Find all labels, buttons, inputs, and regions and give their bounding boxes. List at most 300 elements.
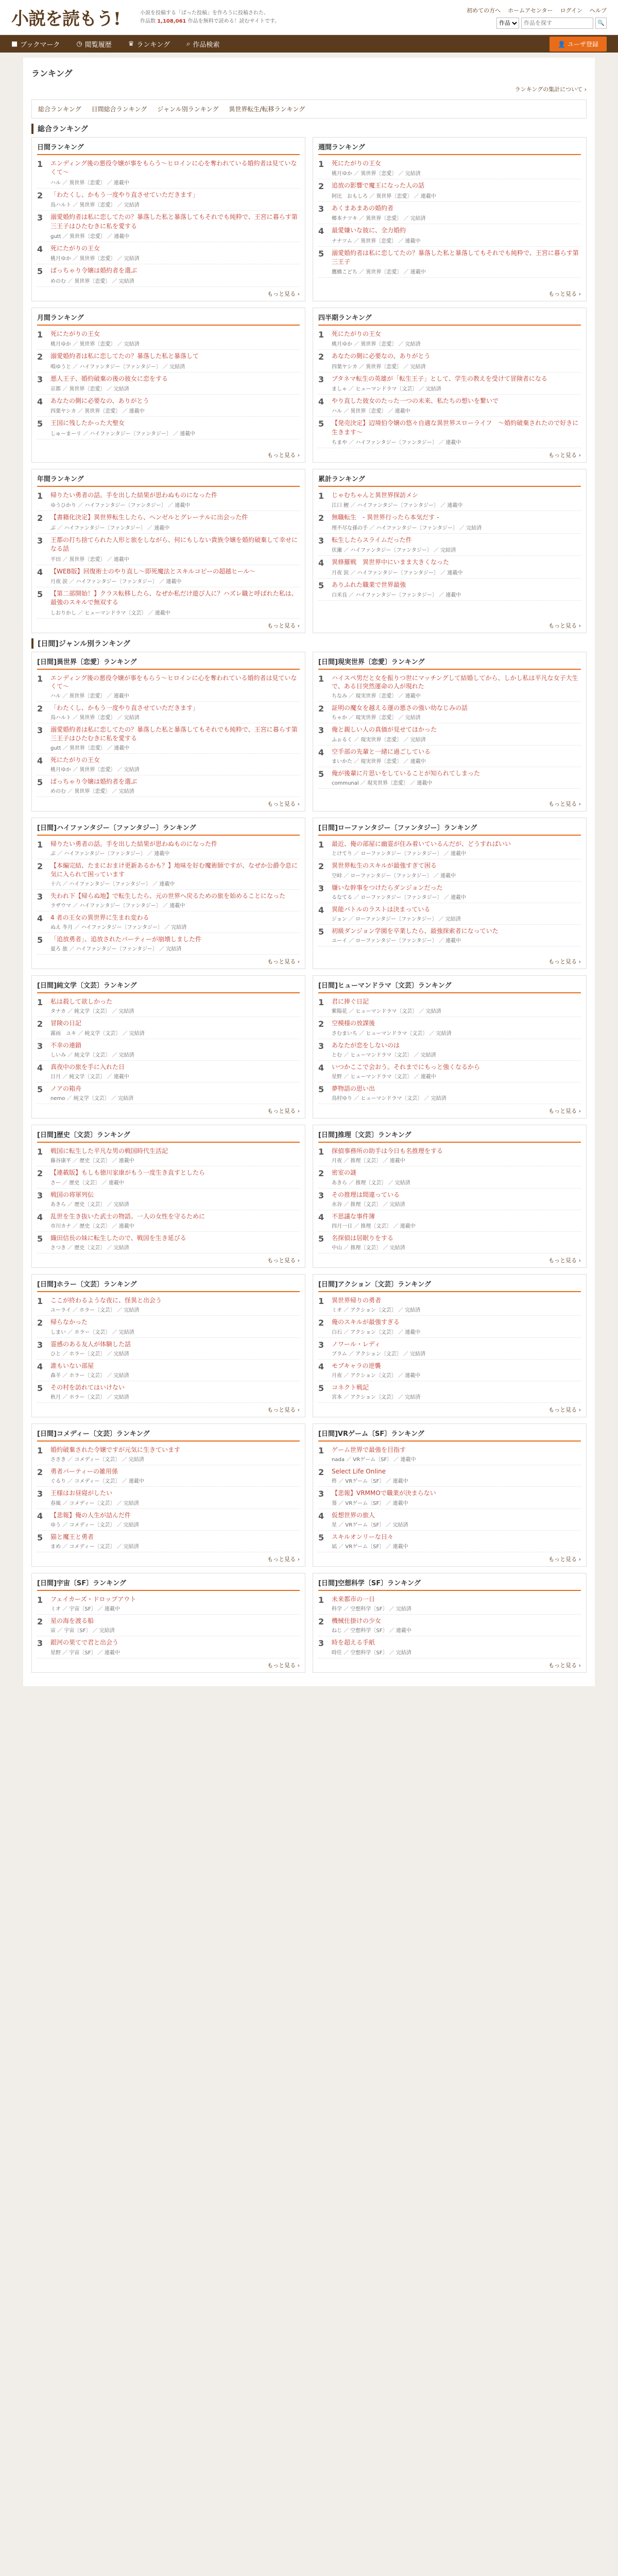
- novel-title-link[interactable]: 【本編完結、たまにおまけ更新あるかも？】地味を好む魔術師ですが、なぜか公爵令息に気に入られて困っています: [50, 862, 298, 878]
- novel-title-link[interactable]: ありふれた職業で世界最強: [332, 581, 406, 588]
- novel-meta: 江口 鯉 ／ ハイファンタジー〔ファンタジー〕 ／ 連載中: [332, 503, 463, 509]
- novel-meta: さつき ／ 歴史〔文芸〕 ／ 完結済: [50, 1245, 129, 1251]
- ranking-item: [37, 350, 300, 372]
- more-link[interactable]: もっと見る ›: [267, 958, 300, 965]
- novel-title-link[interactable]: 不幸の連鎖: [50, 1041, 82, 1049]
- novel-title-link[interactable]: 「追放勇者」、追放されたパーティーが崩壊しました件: [50, 936, 202, 943]
- about-ranking-link[interactable]: [31, 85, 587, 93]
- nav-bookmark[interactable]: [11, 39, 60, 49]
- novel-title-link[interactable]: 密室の謎: [332, 1169, 357, 1177]
- novel-title-link[interactable]: 霊感のある友人が体験した話: [50, 1340, 131, 1348]
- ranking-item-body: [332, 840, 581, 857]
- novel-title-link[interactable]: 死にたがりの王女: [50, 330, 100, 337]
- section-title: 総合ランキング: [31, 124, 587, 134]
- novel-meta: 藤谷康平 ／ 歴史〔文芸〕 ／ 連載中: [50, 1158, 134, 1164]
- ranking-item-body: [50, 674, 300, 699]
- novel-title-link[interactable]: 死にたがりの王女: [50, 756, 100, 764]
- novel-meta: しいみ ／ 純文学〔文芸〕 ／ 完結済: [50, 1052, 134, 1058]
- ranking-item-body: [332, 352, 581, 369]
- novel-title-link[interactable]: 【第二部開始！】クラス転移したら、なぜか私だけ遊び人に？ハズレ職と呼ばれた私は、最強のスキルで無双する: [50, 590, 298, 606]
- ranking-box: [313, 1573, 587, 1673]
- novel-title-link[interactable]: その推理は間違っている: [332, 1191, 400, 1198]
- novel-title-link[interactable]: 最近、俺の部屋に幽霊が住み着いているんだが、どうすればいい: [332, 840, 511, 848]
- novel-title-link[interactable]: あなたの側に必要なの、ありがとう: [332, 352, 431, 360]
- rank-number: 3: [318, 1638, 324, 1649]
- ranking-item-body: [50, 1147, 300, 1164]
- rank-number: 2: [37, 1617, 43, 1627]
- ranking-item-body: [332, 1340, 581, 1357]
- rank-number: 1: [37, 1446, 43, 1456]
- ranking-box: [31, 1125, 305, 1268]
- ranking-item: [318, 903, 581, 925]
- ranking-item: [318, 350, 581, 372]
- ranking-item-body: [332, 884, 581, 901]
- rank-number: 5: [37, 266, 43, 277]
- novel-meta: るなてる ／ ローファンタジー〔ファンタジー〕 ／ 連載中: [332, 894, 467, 901]
- novel-meta: ラザウマ ／ ハイファンタジー〔ファンタジー〕 ／ 連載中: [50, 903, 185, 909]
- novel-meta: まいかた ／ 現実世界〔恋愛〕 ／ 連載中: [332, 758, 426, 765]
- header-link-guide[interactable]: 初めての方へ: [467, 7, 501, 14]
- novel-title-link[interactable]: 冒険の日記: [50, 1020, 82, 1027]
- novel-title-link[interactable]: 悪人王子、婚約破棄の後の彼女に恋をする: [50, 375, 168, 382]
- more-link[interactable]: もっと見る ›: [548, 1406, 581, 1414]
- novel-title-link[interactable]: 死にたがりの王女: [332, 330, 382, 337]
- novel-title-link[interactable]: 無職転生 - 異世界行ったら本気だす -: [332, 514, 439, 521]
- rank-number: 3: [37, 1041, 43, 1051]
- novel-title-link[interactable]: スキルオンリーな日々: [332, 1533, 393, 1540]
- novel-title-link[interactable]: ハイスペ男だと女を振りつ世にマッチングして結婚してから、しかし私は平凡な女子大生で、ある日突然運命の人が現れた: [332, 674, 578, 690]
- novel-title-link[interactable]: 乱世を生き抜いた武士の物語。一人の女性を守るために: [50, 1212, 205, 1220]
- ranking-item-body: [332, 927, 581, 944]
- rank-number: 1: [37, 329, 43, 340]
- ranking-item: [37, 1189, 300, 1210]
- novel-meta: 桃月ゆか ／ 異世界〔恋愛〕 ／ 完結済: [332, 171, 421, 177]
- rank-number: 1: [37, 840, 43, 850]
- ranking-item-body: [50, 567, 300, 585]
- rank-number: 3: [318, 535, 324, 546]
- rank-number: 5: [37, 1084, 43, 1094]
- ranking-item: [318, 745, 581, 767]
- novel-meta: ユーライ ／ ホラー〔文芸〕 ／ 完結済: [50, 1308, 140, 1314]
- novel-title-link[interactable]: 嫌いな幹事をつけたらダンジョンだった: [332, 884, 443, 891]
- rank-number: 1: [37, 491, 43, 501]
- more-link[interactable]: もっと見る ›: [548, 290, 581, 297]
- novel-title-link[interactable]: 帰らなかった: [50, 1318, 88, 1326]
- rank-number: 4: [37, 1511, 43, 1521]
- novel-title-link[interactable]: その村を訪れてはいけない: [50, 1383, 125, 1391]
- ranking-sections: [31, 124, 587, 1673]
- novel-title-link[interactable]: 追放の影響で魔王になった人の話: [332, 182, 425, 190]
- ranking-item-body: [50, 397, 300, 414]
- main-content: [23, 58, 595, 1686]
- novel-meta: 市川カナ ／ 歴史〔文芸〕 ／ 連載中: [50, 1223, 134, 1229]
- ranking-item-body: [50, 191, 300, 208]
- novel-title-link[interactable]: 空模様の放課後: [332, 1020, 375, 1027]
- novel-meta: 宮本 ／ アクション〔文芸〕 ／ 完結済: [332, 1395, 421, 1401]
- novel-title-link[interactable]: 真夜中の旅を手に入れた日: [50, 1063, 125, 1071]
- ranking-item-body: [50, 352, 300, 369]
- ranking-box: [31, 137, 305, 301]
- novel-meta: 星野 ／ ヒューマンドラマ〔文芸〕 ／ 連載中: [332, 1074, 436, 1080]
- novel-title-link[interactable]: 名探偵は居眠りをする: [332, 1234, 394, 1242]
- search-type-select[interactable]: [496, 18, 519, 29]
- ranking-item: [318, 579, 581, 601]
- rank-number: 5: [37, 589, 43, 600]
- ranking-item-body: [50, 1019, 300, 1036]
- ranking-item-body: [50, 1084, 300, 1101]
- novel-title-link[interactable]: 戦国の将軍列伝: [50, 1191, 94, 1198]
- novel-title-link[interactable]: 時を超える手紙: [332, 1639, 375, 1647]
- user-register-button[interactable]: [550, 37, 607, 52]
- novel-meta: ハル ／ 異世界〔恋愛〕 ／ 連載中: [50, 180, 129, 186]
- novel-title-link[interactable]: モブキャラの逆襲: [332, 1362, 381, 1369]
- ranking-item: [318, 1210, 581, 1232]
- rank-number: 3: [318, 883, 324, 893]
- ranking-item: [318, 1360, 581, 1381]
- ranking-box-title: 四半期ランキング: [318, 312, 581, 326]
- novel-meta: 紫陽花 ／ ヒューマンドラマ〔文芸〕 ／ 完結済: [332, 1009, 441, 1015]
- novel-title-link[interactable]: ここが終わるような夜に、怪異と出会う: [50, 1297, 162, 1304]
- novel-title-link[interactable]: 転生したらスライムだった件: [332, 536, 412, 544]
- novel-title-link[interactable]: 【発売決定】辺境伯令嬢の悠々自適な異世界スローライフ ～婚約破棄されたので好きに生きます～: [332, 419, 579, 436]
- ranking-item: [37, 189, 300, 211]
- ranking-item-body: [50, 1296, 300, 1313]
- ranking-box: [313, 1125, 587, 1268]
- ranking-item-body: [332, 1467, 581, 1484]
- ranking-item-body: [332, 330, 581, 347]
- rank-number: 2: [318, 352, 324, 362]
- rank-number: 1: [37, 673, 43, 684]
- novel-title-link[interactable]: 【書籍化決定】異世界転生したら、ヘンゼルとグレーテルに出会った件: [50, 514, 248, 521]
- nav-history-label: 閲覧履歴: [84, 41, 112, 49]
- novel-meta: 星野 ／ 宇宙〔SF〕 ／ 連載中: [50, 1650, 120, 1656]
- more-link[interactable]: もっと見る ›: [548, 801, 581, 808]
- ranking-item-body: [50, 704, 300, 721]
- novel-title-link[interactable]: 最愛嫌いな彼に、全力婚約: [332, 227, 406, 234]
- ranking-item: [318, 247, 581, 278]
- rank-number: 3: [37, 725, 43, 736]
- ranking-item: [318, 859, 581, 881]
- header-link-home[interactable]: ホームアセンター: [508, 7, 553, 14]
- novel-title-link[interactable]: 猫と魔王と勇者: [50, 1533, 94, 1540]
- novel-meta: ユーイ ／ ローファンタジー〔ファンタジー〕 ／ 連載中: [332, 938, 461, 944]
- novel-meta: とむ ／ ヒューマンドラマ〔文芸〕 ／ 完結済: [332, 1052, 436, 1058]
- search-input[interactable]: [521, 18, 593, 29]
- header-link-login[interactable]: ログイン: [560, 7, 582, 14]
- more-link[interactable]: もっと見る ›: [267, 1406, 300, 1414]
- ranking-item-body: [332, 536, 581, 553]
- novel-title-link[interactable]: 機械仕掛けの少女: [332, 1617, 382, 1625]
- novel-title-link[interactable]: 帰りたい勇者の話。手を出した結果が思わぬものになった件: [50, 492, 218, 499]
- novel-title-link[interactable]: エンディング後の悪役令嬢が事をもらう～ヒロインに心を奪われている婚約者は見ていなくて～: [50, 160, 297, 176]
- nav-search[interactable]: [186, 39, 219, 49]
- novel-title-link[interactable]: 婚約破棄された令嬢ですが元気に生きています: [50, 1446, 181, 1454]
- rank-number: 1: [318, 1595, 324, 1605]
- more-link[interactable]: もっと見る ›: [548, 1556, 581, 1563]
- ranking-item: [37, 534, 300, 565]
- subnav-overall[interactable]: 総合ランキング: [38, 106, 81, 113]
- novel-title-link[interactable]: 探偵事務所の助手は今日も名推理をする: [332, 1147, 443, 1155]
- novel-title-link[interactable]: 戦国に転生した平凡な男の戦国時代生活記: [50, 1147, 168, 1155]
- ranking-item-body: [50, 375, 300, 392]
- novel-title-link[interactable]: 俺が後輩に片思いをしていることが知られてしまった: [332, 769, 480, 777]
- ranking-item: [318, 1531, 581, 1552]
- novel-meta: しまい ／ ホラー〔文芸〕 ／ 完結済: [50, 1329, 134, 1335]
- novel-title-link[interactable]: 王国に残したかった大聖女: [50, 419, 125, 427]
- nav-history[interactable]: [76, 39, 111, 49]
- novel-meta: communal ／ 現実世界〔恋愛〕 ／ 連載中: [332, 780, 433, 786]
- novel-title-link[interactable]: 星の海を渡る船: [50, 1617, 94, 1625]
- ranking-item: [37, 672, 300, 702]
- novel-title-link[interactable]: あなたの側に必要なの、ありがとう: [50, 397, 149, 404]
- ranking-item: [318, 995, 581, 1017]
- ranking-item: [37, 702, 300, 723]
- novel-meta: 霧雨 ユキ ／ 純文学〔文芸〕 ／ 完結済: [50, 1030, 145, 1037]
- bookmark-icon: ■: [11, 40, 18, 48]
- novel-meta: ハル ／ 異世界〔恋愛〕 ／ 連載中: [332, 409, 410, 415]
- subnav-daily-overall[interactable]: 日間総合ランキング: [91, 106, 147, 113]
- novel-title-link[interactable]: 溺愛婚約者は私に恋してたの？暴落した私と暴落してもそれでも純粋で、王宮に暮らす第三王子はひたむきに私を愛する: [50, 726, 298, 742]
- novel-title-link[interactable]: あなたが恋をしないのは: [332, 1041, 400, 1049]
- novel-title-link[interactable]: 俺のスキルが最強すぎる: [332, 1318, 400, 1326]
- more-link[interactable]: もっと見る ›: [548, 622, 581, 629]
- ranking-item-body: [50, 1489, 300, 1506]
- novel-title-link[interactable]: ぱっちゃり令嬢は婚約者を選ぶ: [50, 777, 138, 785]
- novel-title-link[interactable]: 誰もいない部屋: [50, 1362, 94, 1369]
- ranking-item-body: [50, 589, 300, 616]
- subnav-genre[interactable]: ジャンル別ランキング: [157, 106, 219, 113]
- novel-title-link[interactable]: 異世界転生のスキルが最強すぎて困る: [332, 862, 437, 870]
- rank-number: 1: [37, 1595, 43, 1605]
- ranking-item-body: [332, 725, 581, 742]
- rank-number: 2: [318, 513, 324, 523]
- ranking-item-body: [50, 840, 300, 857]
- novel-title-link[interactable]: いつかここで会おう。それまでにもっと強くなるから: [332, 1063, 480, 1071]
- novel-meta: ちまや ／ ハイファンタジー〔ファンタジー〕 ／ 連載中: [332, 440, 461, 446]
- rank-number: 4: [37, 913, 43, 923]
- novel-title-link[interactable]: 【WEB版】回復術士のやり直し～即死魔法とスキルコピーの超越ヒール～: [50, 567, 256, 575]
- tagline-suffix: 作品を無料で読める！読むサイトです。: [187, 18, 280, 24]
- more-link[interactable]: もっと見る ›: [267, 1108, 300, 1115]
- ranking-box-title: 週間ランキング: [318, 142, 581, 155]
- novel-meta: ブラム ／ アクション〔文芸〕 ／ 完結済: [332, 1351, 426, 1357]
- ranking-item: [37, 242, 300, 264]
- novel-title-link[interactable]: ノワール・レディ: [332, 1340, 381, 1348]
- more-link[interactable]: もっと見る ›: [267, 290, 300, 297]
- rank-number: 2: [318, 704, 324, 714]
- novel-title-link[interactable]: やり直した彼女のたった一つの未来、私たちの想いを繋いで: [332, 397, 499, 404]
- more-link[interactable]: もっと見る ›: [267, 801, 300, 808]
- rank-number: 2: [37, 704, 43, 714]
- novel-title-link[interactable]: 死にたがりの王女: [332, 160, 382, 167]
- ranking-item-body: [332, 1533, 581, 1550]
- novel-title-link[interactable]: 証明の魔女を越える運の悪さの強い幼なじみの話: [332, 704, 468, 712]
- ranking-item-body: [332, 513, 581, 531]
- novel-title-link[interactable]: 王都の打ち捨てられた人形と旅をしながら、何にもしない貴族令嬢を婚約破棄して幸せになる話: [50, 536, 298, 553]
- novel-title-link[interactable]: 「わたくし、かもう一度やり直させていただきます」: [50, 191, 199, 198]
- site-logo[interactable]: 小説を読もう!: [11, 9, 121, 29]
- more-link[interactable]: もっと見る ›: [548, 1108, 581, 1115]
- novel-title-link[interactable]: 仮想世界の旅人: [332, 1511, 375, 1519]
- ranking-item: [37, 775, 300, 797]
- novel-title-link[interactable]: 王様はお昼寝がしたい: [50, 1489, 113, 1497]
- ranking-item: [37, 1061, 300, 1082]
- novel-title-link[interactable]: ぱっちゃり令嬢は婚約者を選ぶ: [50, 267, 138, 275]
- ranking-box-title: [日間]コメディー〔文芸〕ランキング: [37, 1428, 300, 1442]
- ranking-item: [37, 1487, 300, 1509]
- rank-number: 1: [37, 997, 43, 1008]
- novel-meta: 桃月ゆか ／ 異世界〔恋愛〕 ／ 完結済: [332, 342, 421, 348]
- rank-number: 4: [318, 1361, 324, 1371]
- site-tagline: [140, 9, 377, 26]
- ranking-item-body: [50, 725, 300, 751]
- ranking-item-body: [332, 1511, 581, 1528]
- novel-title-link[interactable]: コネクト戦記: [332, 1383, 369, 1391]
- ranking-item-body: [332, 674, 581, 699]
- rank-number: 2: [318, 1318, 324, 1328]
- ranking-item: [318, 1316, 581, 1337]
- ranking-item-body: [50, 913, 300, 930]
- novel-meta: ねじ ／ 空想科学〔SF〕 ／ 連載中: [332, 1628, 411, 1634]
- more-link[interactable]: もっと見る ›: [548, 958, 581, 965]
- ranking-item: [318, 534, 581, 556]
- novel-title-link[interactable]: 私は殺して欲しかった: [50, 998, 113, 1006]
- subnav-isekai[interactable]: 異世界転生/転移ランキング: [229, 106, 305, 113]
- more-link[interactable]: もっと見る ›: [548, 452, 581, 459]
- ranking-box-title: [日間]宇宙〔SF〕ランキング: [37, 1578, 300, 1591]
- novel-title-link[interactable]: 溺愛婚約者は私に恋してたの？暴落した私と暴落して: [50, 352, 199, 360]
- ranking-item: [37, 1509, 300, 1531]
- novel-meta: 時任 ／ 空想科学〔SF〕 ／ 完結済: [332, 1650, 411, 1656]
- novel-meta: 月夜 涙 ／ ハイファンタジー〔ファンタジー〕 ／ 連載中: [50, 579, 182, 585]
- ranking-item: [37, 1316, 300, 1337]
- novel-title-link[interactable]: 【悲報】VRMMOで職業が決まらない: [332, 1489, 436, 1497]
- novel-title-link[interactable]: 異修羅戦 異世界中にいまま大きくなった: [332, 558, 450, 566]
- rank-number: 5: [318, 580, 324, 590]
- novel-meta: 鳥ハルト ／ 異世界〔恋愛〕 ／ 完結済: [50, 715, 140, 721]
- ranking-item: [37, 933, 300, 955]
- rank-number: 5: [37, 1532, 43, 1543]
- more-link[interactable]: もっと見る ›: [548, 1662, 581, 1669]
- nav-ranking[interactable]: [128, 39, 170, 49]
- novel-title-link[interactable]: Select Life Online: [332, 1468, 386, 1476]
- ranking-item-body: [50, 861, 300, 887]
- ranking-item-body: [50, 1340, 300, 1357]
- more-link[interactable]: もっと見る ›: [267, 1662, 300, 1669]
- rank-number: 3: [37, 374, 43, 384]
- rank-number: 2: [37, 1467, 43, 1478]
- novel-title-link[interactable]: ゲーム世界で最強を目指す: [332, 1446, 406, 1454]
- novel-title-link[interactable]: 夢物語の思い出: [332, 1085, 375, 1092]
- ranking-item-body: [50, 1041, 300, 1058]
- rank-number: 3: [318, 204, 324, 214]
- novel-title-link[interactable]: 【連載版】もしも徳川家康がもう一度生き直すとしたら: [50, 1169, 205, 1177]
- novel-meta: 郷本ナツキ ／ 異世界〔恋愛〕 ／ 完結済: [332, 216, 426, 222]
- more-link[interactable]: もっと見る ›: [548, 1257, 581, 1264]
- rank-number: 1: [318, 840, 324, 850]
- ranking-box-title: 年間ランキング: [37, 473, 300, 487]
- novel-meta: 月夜 涙 ／ ハイファンタジー〔ファンタジー〕 ／ 連載中: [332, 570, 463, 576]
- rank-number: 2: [37, 1318, 43, 1328]
- rank-number: 3: [318, 1489, 324, 1499]
- novel-meta: 鷹橋こどち ／ 異世界〔恋愛〕 ／ 連載中: [332, 269, 426, 276]
- novel-title-link[interactable]: あくまあまあの婚約者: [332, 204, 394, 212]
- ranking-item: [37, 754, 300, 775]
- novel-title-link[interactable]: ノアの箱舟: [50, 1085, 82, 1092]
- novel-meta: ハル ／ 異世界〔恋愛〕 ／ 連載中: [50, 693, 129, 700]
- more-link[interactable]: もっと見る ›: [267, 1257, 300, 1264]
- novel-title-link[interactable]: ブタネマ転生の英雄が「転生王子」として、学生の教えを受けて冒険者になる: [332, 375, 547, 382]
- rank-number: 4: [37, 755, 43, 766]
- header-link-help[interactable]: ヘルプ: [590, 7, 607, 14]
- rank-number: 2: [318, 1019, 324, 1029]
- novel-meta: 月夜 ／ 推理〔文芸〕 ／ 連載中: [332, 1158, 405, 1164]
- novel-title-link[interactable]: 俺と親しい人の真価が見せてほかった: [332, 726, 437, 734]
- novel-title-link[interactable]: 初級ダンジョン学園を卒業したら、最強探索者になっていた: [332, 927, 499, 935]
- novel-title-link[interactable]: 溺愛婚約者は私に恋してたの？暴落した私と暴落してもそれでも純粋で、王宮に暮らす第三王子はひたむきに私を愛する: [50, 213, 298, 230]
- novel-title-link[interactable]: フェイカーズ・ドロップアウト: [50, 1596, 136, 1603]
- ranking-item: [37, 395, 300, 417]
- novel-title-link[interactable]: 【悲報】俺の人生が詰んだ件: [50, 1511, 131, 1519]
- rank-number: 3: [37, 213, 43, 223]
- novel-title-link[interactable]: 異世界帰りの勇者: [332, 1297, 382, 1304]
- rank-number: 1: [37, 159, 43, 169]
- novel-title-link[interactable]: 死にたがりの王女: [50, 244, 100, 252]
- novel-title-link[interactable]: 不思議な事件簿: [332, 1212, 375, 1220]
- novel-meta: 阿比 おもしろ ／ 異世界〔恋愛〕 ／ 連載中: [332, 193, 436, 199]
- novel-title-link[interactable]: 帰りたい勇者の話。手を出した結果が思わぬものになった件: [50, 840, 218, 848]
- novel-title-link[interactable]: じゃむちゃんと異世界探訪メシ: [332, 492, 419, 499]
- ranking-item-body: [332, 397, 581, 414]
- rank-number: 2: [318, 1168, 324, 1179]
- rank-number: 4: [318, 1212, 324, 1222]
- novel-title-link[interactable]: 溺愛婚約者は私に恋してたの？暴落した私と暴落してもそれでも純粋で、王宮に暮らす第三王子: [332, 249, 579, 265]
- novel-title-link[interactable]: 「わたくし、かもう一度やり直させていただきます」: [50, 704, 199, 712]
- ranking-item-body: [50, 892, 300, 909]
- more-link[interactable]: もっと見る ›: [267, 452, 300, 459]
- ranking-item-body: [332, 748, 581, 765]
- novel-meta: 空峠 ／ ローファンタジー〔ファンタジー〕 ／ 連載中: [332, 873, 456, 879]
- novel-title-link[interactable]: 銀河の果てで君と出会う: [50, 1639, 119, 1647]
- novel-title-link[interactable]: 異能バトルのラストは決まっている: [332, 905, 431, 913]
- ranking-item: [318, 179, 581, 201]
- ranking-item-body: [332, 1019, 581, 1036]
- rank-number: 4: [37, 244, 43, 254]
- novel-title-link[interactable]: 4 者の王女の異世界に生まれ変わる: [50, 913, 149, 921]
- ranking-item-body: [332, 1638, 581, 1655]
- novel-meta: 十六 ／ ハイファンタジー〔ファンタジー〕 ／ 連載中: [50, 881, 175, 887]
- novel-meta: ミオ ／ アクション〔文芸〕 ／ 完結済: [332, 1308, 421, 1314]
- novel-title-link[interactable]: 勇者パーティーの雑用係: [50, 1468, 118, 1476]
- more-link[interactable]: もっと見る ›: [267, 1556, 300, 1563]
- novel-title-link[interactable]: 空手部の先輩と一緒に過ごしている: [332, 748, 431, 755]
- novel-meta: あきら ／ 歴史〔文芸〕 ／ 完結済: [50, 1201, 129, 1208]
- ranking-box-title: [日間]推理〔文芸〕ランキング: [318, 1129, 581, 1143]
- ranking-item-body: [332, 558, 581, 575]
- novel-title-link[interactable]: 織田信長の妹に転生したので、戦国を生き延びる: [50, 1234, 186, 1242]
- novel-title-link[interactable]: 君に捧ぐ日記: [332, 998, 369, 1006]
- tagline-line-1: 小説を投稿する「ばった投稿」を作ろうに投稿された、: [140, 10, 269, 16]
- ranking-item-body: [50, 491, 300, 509]
- novel-title-link[interactable]: 失われ下【帰らぬ地】で転生したら、元の世界へ戻るための旅を始めることになった: [50, 892, 286, 900]
- ranking-item-body: [50, 997, 300, 1014]
- more-link[interactable]: もっと見る ›: [267, 622, 300, 629]
- ranking-box: [313, 652, 587, 811]
- novel-title-link[interactable]: エンディング後の悪役令嬢が事をもらう～ヒロインに心を奪われている婚約者は見ていなくて～: [50, 674, 297, 690]
- ranking-box: [31, 818, 305, 969]
- search-button[interactable]: 🔍: [595, 18, 607, 29]
- novel-title-link[interactable]: 未来都市の一日: [332, 1596, 375, 1603]
